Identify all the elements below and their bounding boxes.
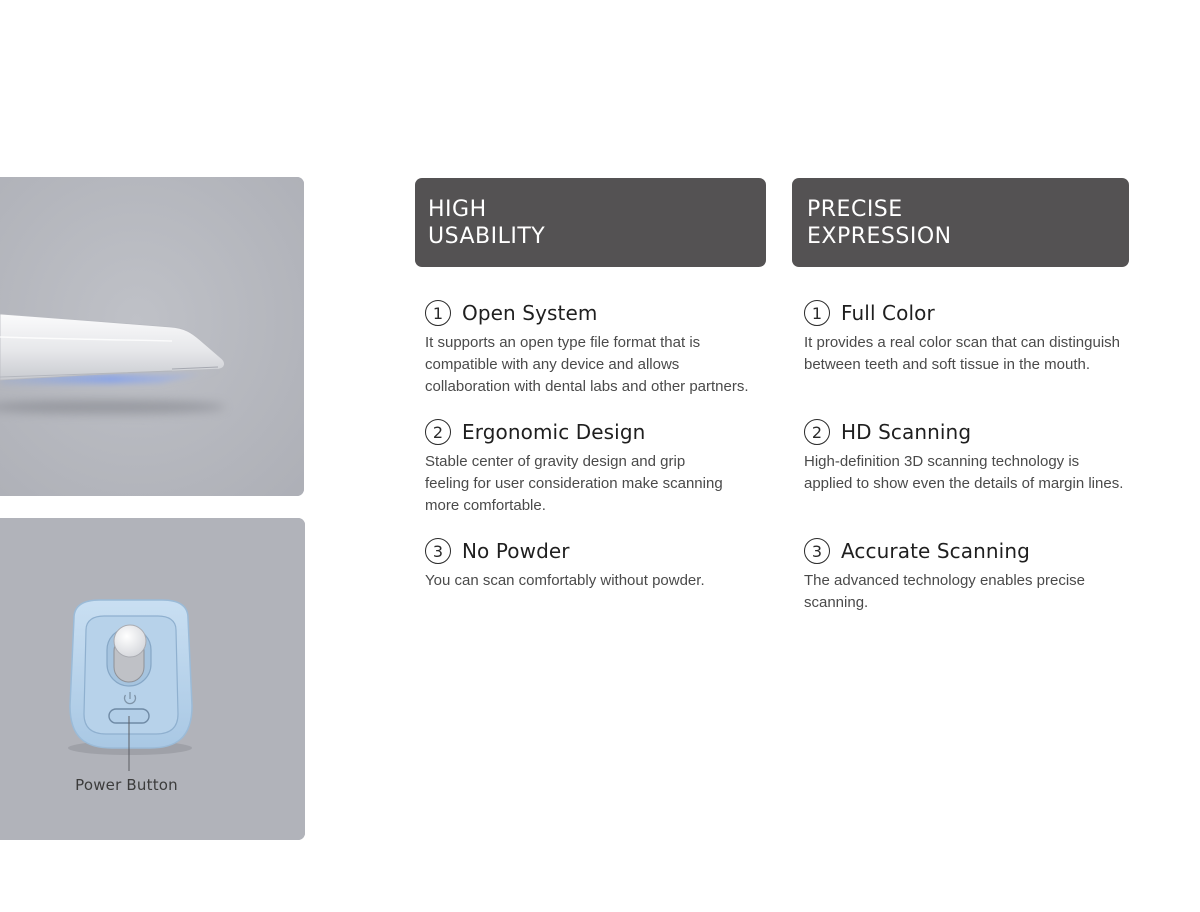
feature-no-powder [425, 536, 765, 592]
number-badge: 1 [425, 300, 451, 326]
description-line: scanning. [804, 594, 869, 611]
description-line: High-definition 3D scanning technology is [804, 453, 1080, 470]
description-line: compatible with any device and allows [425, 356, 680, 373]
number-badge: 2 [804, 419, 830, 445]
scanner-image-panel [0, 177, 304, 496]
high-usability-header [415, 178, 766, 267]
header-line: PRECISE [807, 197, 903, 222]
number-badge: 3 [425, 538, 451, 564]
feature-hd-scanning [804, 417, 1144, 495]
feature-accurate-scanning [804, 536, 1144, 614]
description-line: collaboration with dental labs and other partners. [425, 378, 749, 395]
number-badge: 3 [804, 538, 830, 564]
precise-expression-header [792, 178, 1129, 267]
feature-title: HD Scanning [841, 420, 972, 444]
feature-full-color [804, 298, 1144, 376]
description-line: Stable center of gravity design and grip [425, 453, 686, 470]
description-line: It supports an open type file format that is [425, 334, 701, 351]
feature-title: Ergonomic Design [462, 420, 646, 444]
header-line: HIGH [428, 197, 487, 222]
feature-title: Full Color [841, 301, 935, 325]
number-badge: 2 [425, 419, 451, 445]
feature-title: Open System [462, 301, 598, 325]
feature-description [425, 332, 765, 398]
feature-description [804, 570, 1144, 614]
feature-open-system [425, 298, 765, 398]
feature-ergonomic-design [425, 417, 765, 517]
feature-title: No Powder [462, 539, 570, 563]
description-line: It provides a real color scan that can distinguish [804, 334, 1121, 351]
power-button-image-panel [0, 518, 305, 840]
header-line: EXPRESSION [807, 224, 952, 249]
description-line: feeling for user consideration make scanning [425, 475, 723, 492]
feature-description [425, 570, 765, 592]
feature-title: Accurate Scanning [841, 539, 1030, 563]
description-line: between teeth and soft tissue in the mouth. [804, 356, 1091, 373]
description-line: applied to show even the details of margin lines. [804, 475, 1124, 492]
feature-description [804, 332, 1144, 376]
scanner-tip-illustration [0, 177, 304, 496]
header-line: USABILITY [428, 224, 546, 249]
feature-description [804, 451, 1144, 495]
power-button-label: Power Button [75, 776, 178, 794]
feature-description [425, 451, 765, 517]
description-line: You can scan comfortably without powder. [425, 572, 705, 589]
number-badge: 1 [804, 300, 830, 326]
description-line: The advanced technology enables precise [804, 572, 1086, 589]
description-line: more comfortable. [425, 497, 546, 514]
